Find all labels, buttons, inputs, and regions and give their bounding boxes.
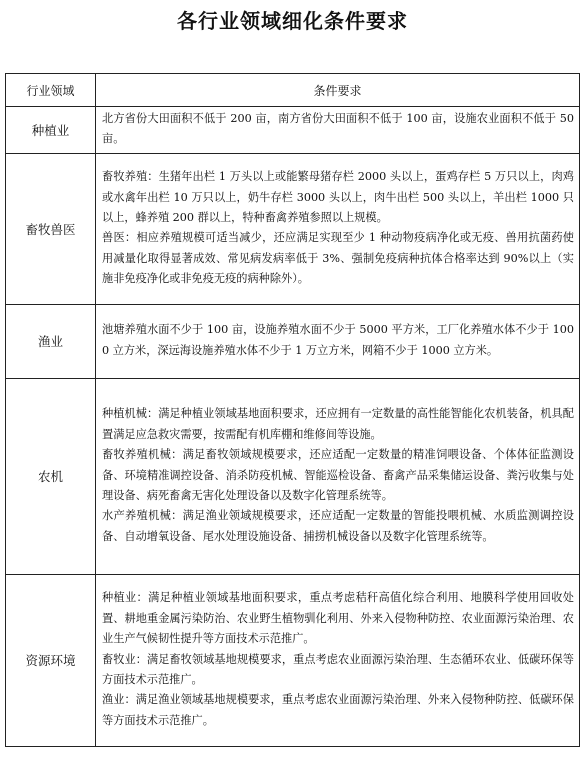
requirement-cell xyxy=(96,153,580,304)
requirement-paragraph: 北方省份大田面积不低于 200 亩，南方省份大田面积不低于 100 亩，设施农业面积不低于 50 亩。 xyxy=(102,112,574,146)
requirement-paragraph: 种植业：满足种植业领域基地面积要求，重点考虑秸秆高值化综合利用、地膜科学使用回收处置、耕地重金属污染防治、农业野生植物驯化利用、外来入侵物种防控、农业面源污染治理、农业生产气候韧性提升等方面技术示范推广。 xyxy=(102,591,574,646)
page-title: 各行业领域细化条件要求 xyxy=(177,9,408,33)
requirement-paragraph: 畜牧养殖机械：满足畜牧领域规模要求，还应适配一定数量的精准饲喂设备、个体体征监测设备、环境精准调控设备、消杀防疫机械、智能巡检设备、畜禽产品采集储运设备、粪污收集与处理设备、病死畜禽无害化处理设备以及数字化管理系统等。 xyxy=(102,448,574,503)
table-row xyxy=(6,574,580,746)
category-cell: 农机 xyxy=(6,378,96,574)
requirement-paragraph: 渔业：满足渔业领域基地规模要求，重点考虑农业面源污染治理、外来入侵物种防控、低碳环保等方面技术示范推广。 xyxy=(102,693,574,727)
requirement-cell xyxy=(96,378,580,574)
table-row xyxy=(6,304,580,378)
category-cell: 种植业 xyxy=(6,107,96,154)
table-header-row xyxy=(6,74,580,107)
category-cell: 资源环境 xyxy=(6,574,96,746)
requirement-cell xyxy=(96,304,580,378)
table-row xyxy=(6,378,580,574)
requirement-cell xyxy=(96,574,580,746)
requirement-paragraph: 水产养殖机械：满足渔业领域规模要求，还应适配一定数量的智能投喂机械、水质监测调控设备、自动增氧设备、尾水处理设施设备、捕捞机械设备以及数字化管理系统等。 xyxy=(102,509,574,543)
requirement-paragraph: 畜牧养殖：生猪年出栏 1 万头以上或能繁母猪存栏 2000 头以上，蛋鸡存栏 5 万只以上，肉鸡或水禽年出栏 10 万只以上，奶牛存栏 3000 头以上，肉牛出栏 500 头以上，羊出栏 1000 只以上，蜂养殖 200 群以上，特种畜禽养殖参照以上规模。 xyxy=(102,170,574,224)
requirements-table xyxy=(5,73,580,747)
table-row xyxy=(6,153,580,304)
category-cell: 畜牧兽医 xyxy=(6,153,96,304)
requirement-paragraph: 池塘养殖水面不少于 100 亩，设施养殖水面不少于 5000 平方米，工厂化养殖水体不少于 1000 立方米，深远海设施养殖水体不少于 1 万立方米，网箱不少于 1000 立方米。 xyxy=(102,323,574,357)
requirement-paragraph: 畜牧业：满足畜牧领域基地规模要求，重点考虑农业面源污染治理、生态循环农业、低碳环保等方面技术示范推广。 xyxy=(102,652,574,687)
column-header-requirements: 条件要求 xyxy=(96,74,580,107)
requirement-paragraph: 种植机械：满足种植业领域基地面积要求，还应拥有一定数量的高性能智能化农机装备，机具配置满足应急救灾需要，按需配有机库棚和维修间等设施。 xyxy=(102,407,574,441)
category-cell: 渔业 xyxy=(6,304,96,378)
column-header-industry: 行业领域 xyxy=(6,74,96,107)
table-row xyxy=(6,107,580,154)
requirement-paragraph: 兽医：相应养殖规模可适当减少，还应满足实现至少 1 种动物疫病净化或无疫、兽用抗菌药使用减量化取得显著成效、常见病发病率低于 3%、强制免疫病种抗体合格率达到 90%以上（实施非免疫净化或非免疫无疫的病种除外）。 xyxy=(102,231,574,286)
requirement-cell xyxy=(96,107,580,154)
